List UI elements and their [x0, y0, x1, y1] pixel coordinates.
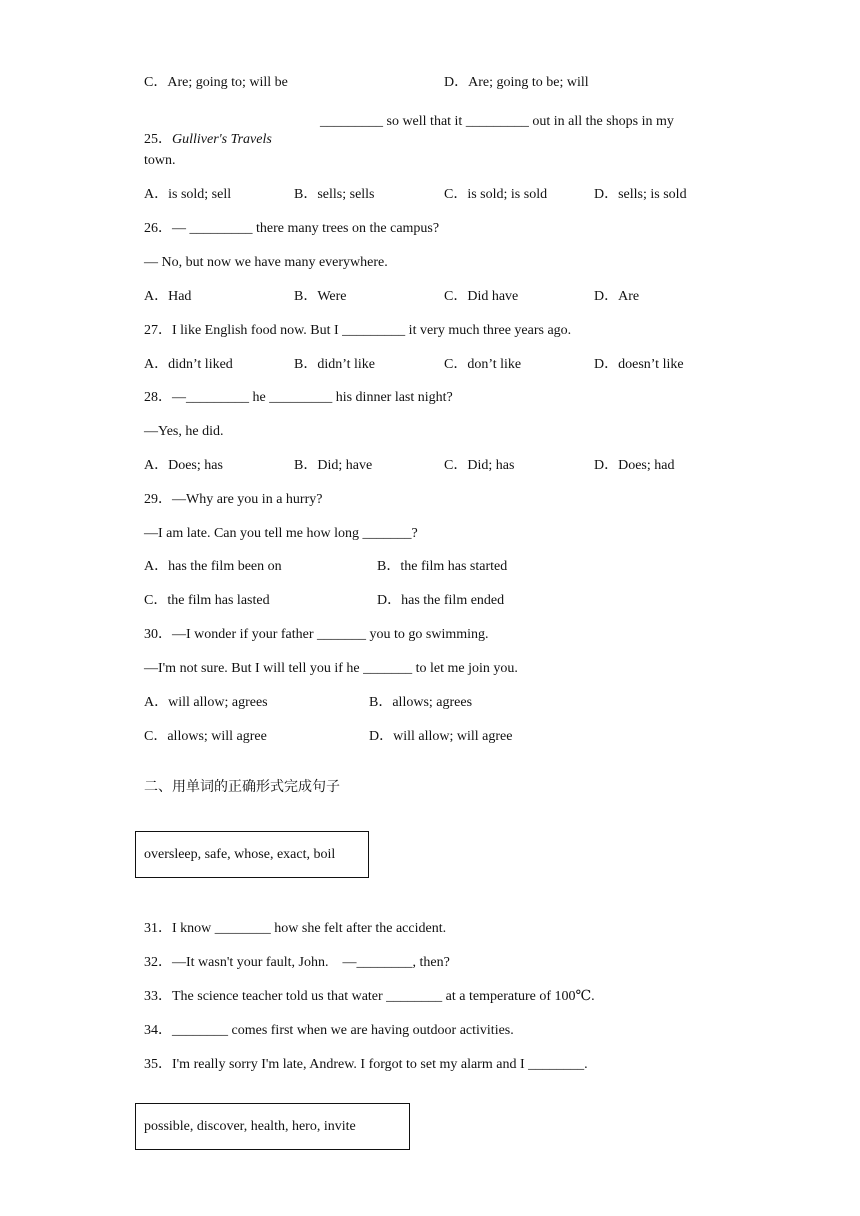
- q25-option-a: A．is sold; sell: [144, 187, 232, 202]
- q26-option-c: C．Did have: [444, 289, 519, 304]
- q27-option-d: D．doesn’t like: [594, 357, 684, 372]
- q28-reply: —Yes, he did.: [144, 424, 224, 439]
- q30-option-b: B．allows; agrees: [369, 695, 473, 710]
- q29-option-b: B．the film has started: [377, 559, 508, 574]
- q27-option-a: A．didn’t liked: [144, 357, 233, 372]
- q28-option-d: D．Does; had: [594, 458, 675, 473]
- q28-option-a: A．Does; has: [144, 458, 223, 473]
- q28-stem: 28．—_________ he _________ his dinner last night?: [144, 390, 453, 405]
- q30-option-d: D．will allow; will agree: [369, 729, 513, 744]
- q27-option-b: B．didn’t like: [294, 357, 376, 372]
- q33: 33．The science teacher told us that water ________ at a temperature of 100℃.: [144, 989, 595, 1004]
- q25-stem: [144, 113, 272, 149]
- q31: 31．I know ________ how she felt after the accident.: [144, 921, 447, 936]
- q27-option-c: C．don’t like: [444, 357, 522, 372]
- q26-reply: — No, but now we have many everywhere.: [144, 255, 388, 270]
- q30-option-a: A．will allow; agrees: [144, 695, 268, 710]
- q25-option-c: C．is sold; is sold: [444, 187, 548, 202]
- word-box-2-text: possible, discover, health, hero, invite: [144, 1118, 356, 1134]
- q28-option-b: B．Did; have: [294, 458, 373, 473]
- q29-stem: 29．—Why are you in a hurry?: [144, 492, 323, 507]
- q26-option-d: D．Are: [594, 289, 640, 304]
- section-title: 二、用单词的正确形式完成句子: [144, 779, 340, 795]
- q25-option-d: D．sells; is sold: [594, 187, 687, 202]
- word-box-2: [135, 1103, 410, 1150]
- q25-stem-cont: town.: [144, 153, 176, 168]
- q29-option-a: A．has the film been on: [144, 559, 282, 574]
- q24-option-d: D．Are; going to be; will: [444, 75, 589, 90]
- q35: 35．I'm really sorry I'm late, Andrew. I forgot to set my alarm and I ________.: [144, 1057, 588, 1072]
- q30-stem: 30．—I wonder if your father _______ you to go swimming.: [144, 627, 489, 642]
- q32: 32．—It wasn't your fault, John. —________, then?: [144, 955, 450, 970]
- q26-option-b: B．Were: [294, 289, 347, 304]
- q26-stem: 26．— _________ there many trees on the campus?: [144, 221, 440, 236]
- q25-option-b: B．sells; sells: [294, 187, 375, 202]
- q26-option-a: A．Had: [144, 289, 192, 304]
- word-box-1-text: oversleep, safe, whose, exact, boil: [144, 846, 336, 862]
- q27-stem: 27．I like English food now. But I _________ it very much three years ago.: [144, 323, 572, 338]
- q29-option-d: D．has the film ended: [377, 593, 505, 608]
- q30-reply: —I'm not sure. But I will tell you if he _______ to let me join you.: [144, 661, 518, 676]
- q29-reply: —I am late. Can you tell me how long _______?: [144, 526, 418, 541]
- word-box-1: [135, 831, 369, 878]
- q28-option-c: C．Did; has: [444, 458, 515, 473]
- q25-number: 25．: [144, 132, 172, 147]
- q34: 34．________ comes first when we are having outdoor activities.: [144, 1023, 514, 1038]
- q30-option-c: C．allows; will agree: [144, 729, 267, 744]
- q25-book-title: Gulliver's Travels: [172, 132, 272, 147]
- q24-option-c: C．Are; going to; will be: [144, 75, 288, 90]
- q25-stem-rest: _________ so well that it _________ out in all the shops in my: [320, 114, 674, 129]
- q29-option-c: C．the film has lasted: [144, 593, 270, 608]
